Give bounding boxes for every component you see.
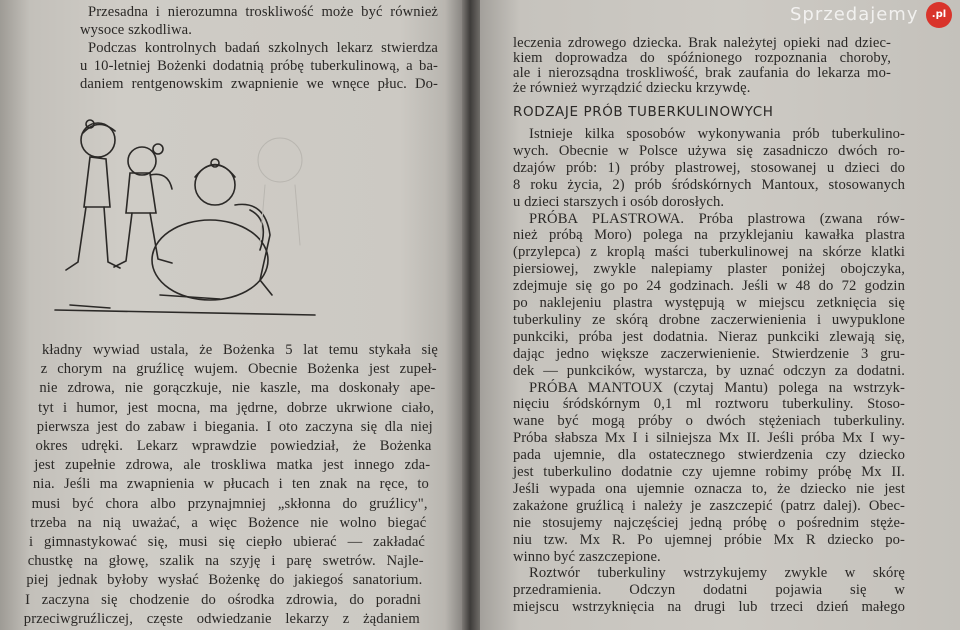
text-line: że również wyrządzić dziecku krzywdę.	[513, 80, 751, 96]
text-line: ale i nierozsądna troskliwość, brak zaufania do lekarza mo-	[513, 65, 891, 81]
text-line: z chorym na gruźlicę wujem. Obecnie Bożenka jest zupeł-	[40, 361, 437, 378]
text-line: zakażone gruźlicą i należy je zaszczepić (patrz dalej). Obec-	[513, 497, 905, 514]
text-line: winno być zaszczepione.	[513, 548, 661, 565]
text-line: kładny wywiad ustala, że Bożenka 5 lat temu stykała się	[42, 342, 438, 358]
text-line: Istnieje kilka sposobów wykonywania prób tuberkulino-	[529, 126, 905, 142]
text-line: i gimnastykować się, musi się ciepło ubierać — zakładać	[29, 534, 425, 550]
children-snowman-illustration	[50, 115, 320, 325]
text-line: nia. Jeśli ma zwapnienia w płucach i ten znak na ręce, to	[32, 476, 429, 493]
text-line: (przylepca) z kroplą maści tuberkulinowej na skórze klatki	[513, 244, 905, 261]
text-line: PRÓBA PLASTROWA. Próba plastrowa (zwana rów-	[529, 210, 905, 227]
text-line: u 10-letniej Bożenki dodatnią próbę tuberkulinową, a ba-	[80, 58, 438, 74]
text-line: Przesadna i nierozumna troskliwość może być również	[88, 4, 438, 20]
left-page	[0, 0, 462, 630]
text-line: wane być mogą próby o dwóch stężeniach tuberkuliny.	[513, 413, 905, 430]
text-line: piersiowej, zwykle nalepiamy plaster poniżej obojczyka,	[513, 261, 905, 278]
text-line: pierwsza jest do zabaw i biegania. I oto zaczyna się dla niej	[36, 418, 433, 435]
text-line: Roztwór tuberkuliny wstrzykujemy zwykle w skórę	[529, 565, 905, 582]
text-line: leczenia zdrowego dziecka. Brak należytej opieki nad dziec-	[513, 35, 891, 51]
text-line: kiem doprowadza do spóźnionego rozpoznania choroby,	[513, 50, 891, 66]
text-line: dając jedno większe zaczerwienienie. Stwierdzenie 3 gru-	[513, 345, 905, 362]
text-line: 8 roku życia, 2) prób śródskórnych Mantoux, stosowanych	[513, 176, 905, 193]
text-line: chustkę na głowę, szalik na szyję i parę swetrów. Najle-	[27, 553, 424, 570]
text-line: daniem rentgenowskim zwapnienie we wnęce płuc. Do-	[80, 76, 438, 92]
text-line: zdejmuje się go po 24 godzinach. Jeśli w 48 do 72 godzin	[513, 278, 905, 295]
watermark-badge: .pl	[926, 2, 952, 28]
text-line: jest zupełnie zdrowa, ale troskliwa matka jest innego zda-	[34, 457, 431, 474]
text-line: Próba słabsza Mx I i silniejsza Mx II. Jeśli próba Mx I wy-	[513, 430, 905, 447]
watermark-text: Sprzedajemy	[790, 4, 919, 25]
text-line: niu tzw. Mx R. Po ujemnej próbie Mx R dziecko po-	[513, 531, 905, 548]
text-line: jest tuberkulino dodatnie czy ujemne robimy próbę Mx II.	[513, 464, 905, 480]
text-line: dek — punkcików, wystarcza, by uznać odczyn za dodatni.	[513, 362, 905, 379]
text-line: tyt i humor, jest mocna, ma jędrne, dobrze ukrwione ciało,	[38, 399, 435, 416]
text-line: Podczas kontrolnych badań szkolnych lekarz stwierdza	[88, 40, 438, 56]
text-line: wysoce szkodliwa.	[80, 22, 192, 38]
text-line: pada ujemnie, dla ostatecznego stwierdzenia czy dziecko	[513, 447, 905, 464]
text-line: wych. Obecnie w Polsce używa się zasadniczo dwóch ro-	[513, 142, 905, 159]
text-line: nież próbą Moro) polega na przyklejaniu kawałka plastra	[513, 227, 905, 244]
text-line: miejscu wstrzyknięcia na drugi lub trzeci dzień małego	[513, 599, 905, 616]
text-line: piej jednak byłoby wysłać Bożenkę do jakiegoś sanatorium.	[26, 572, 423, 589]
text-line: Jeśli wypada ona ujemnie oznacza to, że dziecko nie jest	[513, 480, 905, 497]
text-line: trzeba na nią uważać, a więc Bożence nie wolno biegać	[30, 514, 427, 531]
book-spine	[462, 0, 480, 630]
section-heading: RODZAJE PRÓB TUBERKULINOWYCH	[513, 104, 774, 120]
text-line: PRÓBA MANTOUX (czytaj Mantu) polega na wstrzyk-	[529, 379, 905, 396]
text-line: przedramienia. Odczyn dodatni pojawia się w	[513, 582, 905, 599]
text-line: okres udręki. Lekarz wprawdzie powiedział, że Bożenka	[35, 438, 432, 454]
text-line: tuberkuliny ze skórą drobne zaczerwienienia i uwypuklone	[513, 311, 905, 328]
text-line: nie zdrowa, nie gorączkuje, nie kaszle, ma doskonały ape-	[39, 380, 436, 397]
text-line: dzajów prób: 1) próby plastrowej, stosowanej u dzieci do	[513, 159, 905, 176]
right-page	[480, 0, 960, 630]
text-line: przeciwgruźliczej, częste odwiedzanie lekarzy z żądaniem	[23, 610, 420, 627]
text-line: po naklejeniu plastra występują w miejscu zetknięcia się	[513, 295, 905, 311]
text-line: nie stosujemy najczęściej jedną próbę o pośrednim stęże-	[513, 514, 905, 531]
text-line: nięciu śródskórnym 0,1 ml roztworu tuberkuliny. Stoso-	[513, 396, 905, 413]
text-line: musi być chora albo przynajmniej „skłonna do gruźlicy",	[31, 495, 428, 512]
text-line: u dzieci starszych i osób dorosłych.	[513, 193, 725, 210]
text-line: punkciki, próba jest dodatnia. Nieraz punkciki zlewają się,	[513, 328, 905, 345]
text-line: I zaczyna się chodzenie do ośrodka zdrowia, do poradni	[25, 591, 422, 608]
